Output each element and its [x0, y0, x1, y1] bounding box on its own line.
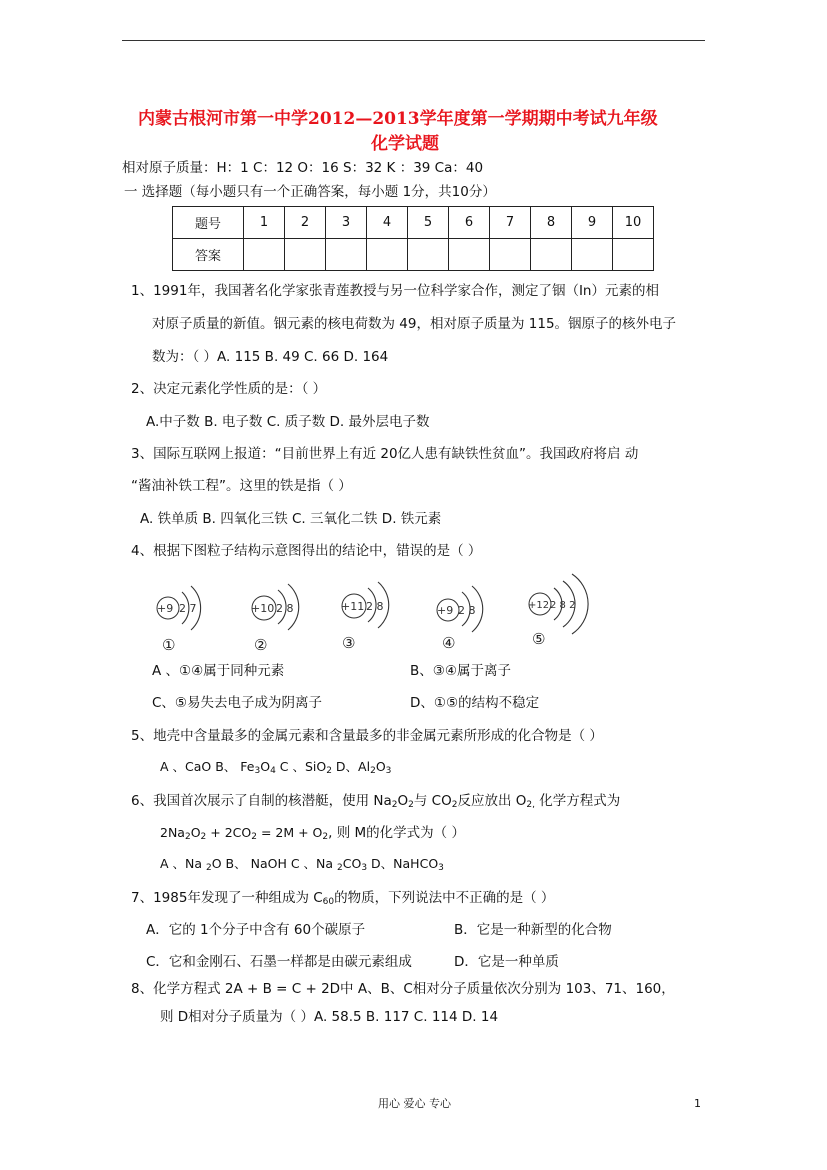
q8-line2: 则 D相对分子质量为（ ）A. 58.5 B. 117 C. 114 D. 14 — [160, 1009, 499, 1025]
atom-diagram-2 — [242, 578, 312, 652]
title-line1: 内蒙古根河市第一中学2012—2013学年度第一学期期中考试九年级 — [138, 109, 658, 129]
table-row — [173, 239, 654, 271]
table-cell: 6 — [449, 207, 490, 239]
footer-motto: 用心 爱心 专心 — [378, 1097, 451, 1110]
atom-shells: 2 7 — [179, 602, 197, 615]
atom-nucleus: +12 — [528, 600, 550, 611]
table-cell: 题号 — [173, 207, 244, 239]
table-cell: 答案 — [173, 239, 244, 271]
atom-label: ④ — [442, 634, 456, 652]
q1-line2: 对原子质量的新值。铟元素的核电荷数为 49，相对原子质量为 115。铟原子的核外电子 — [152, 316, 677, 332]
answer-cell[interactable] — [572, 239, 613, 271]
atom-diagram-5 — [524, 570, 604, 650]
q2-stem: 2、决定元素化学性质的是：（ ） — [131, 381, 327, 397]
q8-line1: 8、化学方程式 2A + B = C + 2D中 A、B、C相对分子质量依次分别为 103、71、160， — [131, 981, 675, 997]
q3-line1: 3、国际互联网上报道：“目前世界上有近 20亿人患有缺铁性贫血”。我国政府将启 动 — [131, 446, 639, 462]
table-cell: 8 — [531, 207, 572, 239]
q1-line3: 数为：（ ）A. 115 B. 49 C. 66 D. 164 — [152, 349, 389, 365]
page-number: 1 — [694, 1097, 701, 1110]
answer-cell[interactable] — [408, 239, 449, 271]
q3-options: A. 铁单质 B. 四氧化三铁 C. 三氧化二铁 D. 铁元素 — [140, 511, 442, 527]
q1-line1: 1、1991年，我国著名化学家张青莲教授与另一位科学家合作，测定了铟（In）元素的相 — [131, 283, 659, 299]
atom-label: ② — [254, 636, 268, 652]
q7-option-c: C．它和金刚石、石墨一样都是由碳元素组成 — [146, 954, 412, 970]
table-cell: 10 — [613, 207, 654, 239]
table-cell: 4 — [367, 207, 408, 239]
atom-shells-icon — [242, 578, 312, 652]
header-rule — [122, 40, 705, 41]
atom-nucleus: +9 — [157, 602, 174, 615]
answer-table — [172, 206, 654, 271]
answer-cell[interactable] — [490, 239, 531, 271]
table-cell: 9 — [572, 207, 613, 239]
q7-option-a: A．它的 1个分子中含有 60个碳原子 — [146, 922, 366, 938]
q4-option-c: C、⑤易失去电子成为阴离子 — [152, 695, 323, 711]
atomic-mass-line: 相对原子质量：H：1 C：12 O：16 S：32 K ：39 Ca：40 — [122, 160, 484, 176]
atom-diagram-1 — [146, 582, 216, 652]
section-heading: 一 选择题（每小题只有一个正确答案，每小题 1分，共10分） — [124, 184, 496, 200]
atom-label: ⑤ — [532, 630, 546, 648]
table-cell: 7 — [490, 207, 531, 239]
atom-label: ① — [162, 636, 176, 652]
q2-options: A.中子数 B. 电子数 C. 质子数 D. 最外层电子数 — [146, 414, 430, 430]
q4-stem: 4、根据下图粒子结构示意图得出的结论中，错误的是（ ） — [131, 543, 482, 559]
answer-cell[interactable] — [367, 239, 408, 271]
q6-equation: $2Na_2O_2 + 2CO_2 = 2M + O_2$, 则 M的化学式为（ ） — [160, 825, 465, 842]
answer-cell[interactable] — [449, 239, 490, 271]
atom-shells-icon — [524, 570, 604, 650]
atom-shells-icon — [430, 580, 500, 652]
table-cell: 2 — [285, 207, 326, 239]
q7-option-d: D．它是一种单质 — [454, 954, 559, 970]
atom-shells-icon — [146, 582, 216, 652]
answer-cell[interactable] — [244, 239, 285, 271]
q5-stem: 5、地壳中含量最多的金属元素和含量最多的非金属元素所形成的化合物是（ ） — [131, 728, 603, 744]
atom-shells: 2 8 — [366, 600, 384, 613]
atom-shells-icon — [334, 576, 404, 650]
q4-option-d: D、①⑤的结构不稳定 — [410, 695, 540, 711]
answer-cell[interactable] — [613, 239, 654, 271]
atom-nucleus: +11 — [341, 600, 365, 613]
table-cell: 1 — [244, 207, 285, 239]
atom-diagram-3 — [334, 576, 404, 650]
table-cell: 5 — [408, 207, 449, 239]
atom-shells: 2 8 — [276, 602, 294, 615]
q7-stem: 7、1985年发现了一种组成为 $C_{60}$的物质，下列说法中不正确的是（ ） — [131, 890, 555, 907]
answer-cell[interactable] — [285, 239, 326, 271]
atom-label: ③ — [342, 634, 356, 650]
q7-option-b: B．它是一种新型的化合物 — [454, 922, 612, 938]
atom-diagram-4 — [430, 580, 500, 652]
q3-line2: “酱油补铁工程”。这里的铁是指（ ） — [131, 478, 352, 494]
answer-cell[interactable] — [326, 239, 367, 271]
q4-option-a: A 、①④属于同种元素 — [152, 663, 285, 679]
atom-nucleus: +9 — [437, 604, 454, 617]
atom-nucleus: +10 — [251, 602, 275, 615]
q5-options: A 、CaO B、 $Fe_3O_4$ C 、SiO$_2$ D、$Al_2O_3$ — [160, 759, 392, 776]
answer-cell[interactable] — [531, 239, 572, 271]
q4-option-b: B、③④属于离子 — [410, 663, 511, 679]
atom-shells: 2 8 2 — [550, 600, 576, 611]
atom-shells: 2 8 — [458, 604, 476, 617]
q6-stem: 6、我国首次展示了自制的核潜艇，使用 $Na_2O_2$与 $CO_2$反应放出 $O_{2,}$ 化学方程式为 — [131, 793, 621, 810]
q6-options: A 、Na $_2$O B、 NaOH C 、Na $_2CO_3$ D、NaHCO$_3$ — [160, 856, 444, 873]
title-line2: 化学试题 — [371, 134, 439, 154]
table-cell: 3 — [326, 207, 367, 239]
table-row — [173, 207, 654, 239]
